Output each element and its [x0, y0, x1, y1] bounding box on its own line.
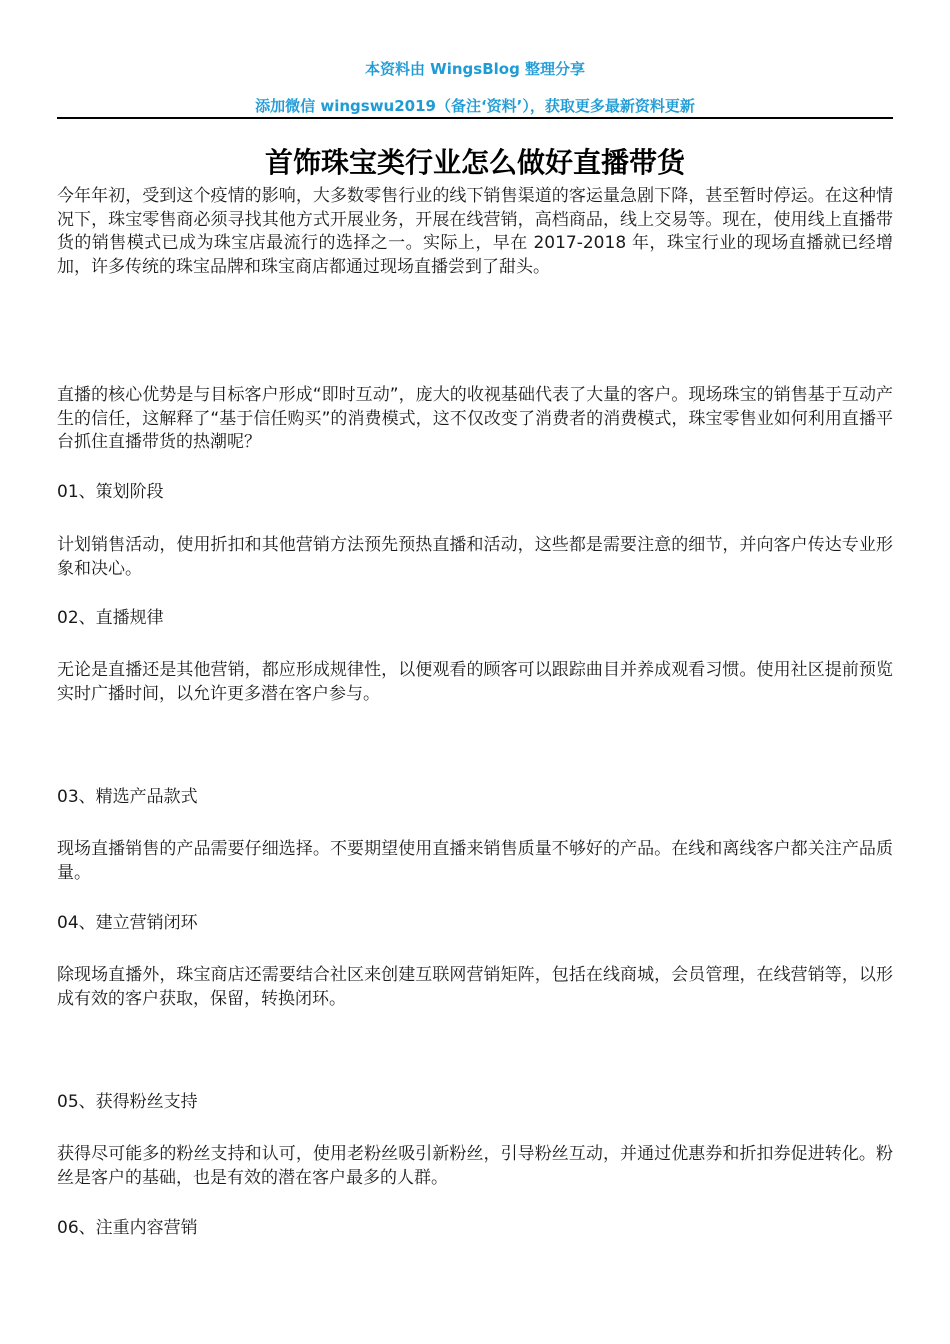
section-heading-05: 05、获得粉丝支持	[57, 1092, 198, 1112]
core-paragraph: 直播的核心优势是与目标客户形成“即时互动”，庞大的收视基础代表了大量的客户。现场珠宝的销售基于互动产生的信任，这解释了“基于信任购买”的消费模式，这不仅改变了消费者的消费模式，珠宝零售业如何利用直播平台抓住直播带货的热潮呢？	[57, 385, 893, 452]
header-share-note: 本资料由 WingsBlog 整理分享	[364, 60, 586, 78]
header-divider	[57, 117, 893, 119]
section-heading-02: 02、直播规律	[57, 608, 164, 628]
page-title: 首饰珠宝类行业怎么做好直播带货	[264, 146, 685, 179]
section-heading-03: 03、精选产品款式	[57, 787, 198, 807]
section-body-04: 除现场直播外，珠宝商店还需要结合社区来创建互联网营销矩阵，包括在线商城，会员管理，在线营销等，以形成有效的客户获取，保留，转换闭环。	[57, 965, 893, 1009]
section-body-05: 获得尽可能多的粉丝支持和认可，使用老粉丝吸引新粉丝，引导粉丝互动，并通过优惠券和折扣券促进转化。粉丝是客户的基础，也是有效的潜在客户最多的人群。	[57, 1144, 893, 1188]
section-heading-01: 01、策划阶段	[57, 482, 164, 502]
section-heading-06: 06、注重内容营销	[57, 1218, 198, 1238]
header-wechat-note: 添加微信 wingswu2019（备注‘资料’），获取更多最新资料更新	[255, 97, 695, 115]
section-body-01: 计划销售活动，使用折扣和其他营销方法预先预热直播和活动，这些都是需要注意的细节，并向客户传达专业形象和决心。	[57, 535, 893, 579]
section-body-03: 现场直播销售的产品需要仔细选择。不要期望使用直播来销售质量不够好的产品。在线和离线客户都关注产品质量。	[57, 839, 893, 883]
section-body-02: 无论是直播还是其他营销，都应形成规律性，以便观看的顾客可以跟踪曲目并养成观看习惯。使用社区提前预览实时广播时间，以允许更多潜在客户参与。	[57, 660, 893, 704]
intro-paragraph: 今年年初，受到这个疫情的影响，大多数零售行业的线下销售渠道的客运量急剧下降，甚至暂时停运。在这种情况下，珠宝零售商必须寻找其他方式开展业务，开展在线营销，高档商品，线上交易等。现在，使用线上直播带货的销售模式已成为珠宝店最流行的选择之一。实际上，早在 2017-2018 年，珠宝行业的现场直播就已经增加，许多传统的珠宝品牌和珠宝商店都通过现场直播尝到了甜头。	[57, 186, 893, 277]
section-heading-04: 04、建立营销闭环	[57, 913, 198, 933]
